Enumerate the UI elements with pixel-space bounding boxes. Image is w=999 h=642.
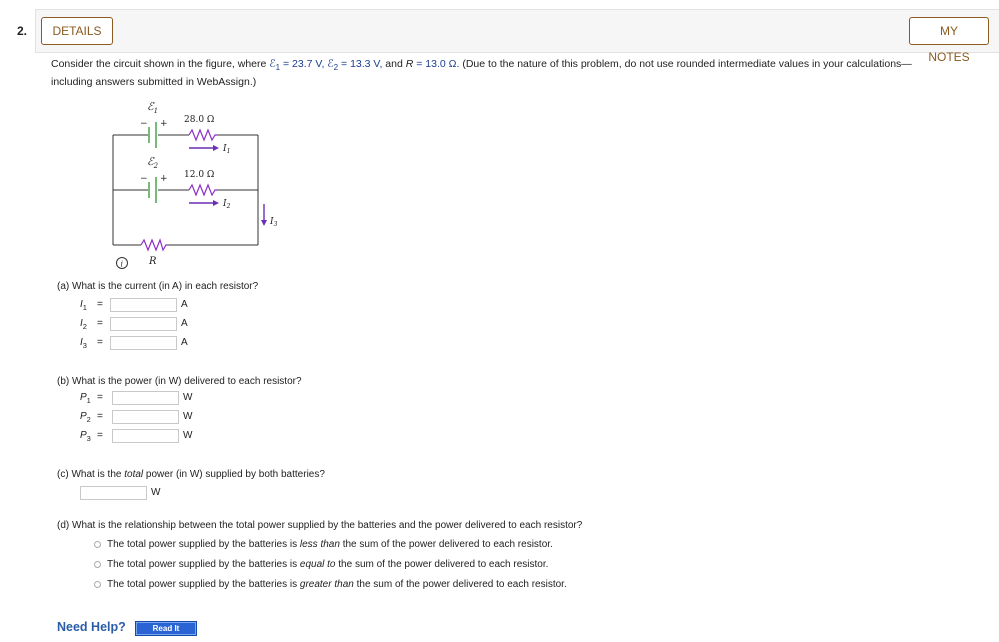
r2-label: 12.0 Ω (184, 170, 215, 180)
r-label: R (149, 256, 157, 267)
battery-2 (149, 177, 156, 203)
battery-1 (149, 122, 156, 148)
option-label: The total power supplied by the batteries is equal to the sum of the power delivered to each resistor. (107, 559, 549, 570)
circuit-diagram (105, 98, 295, 273)
radio-button[interactable] (94, 581, 101, 588)
radio-button[interactable] (94, 561, 101, 568)
emf1-label: ℰ$_1$ (147, 100, 159, 115)
current-input[interactable] (110, 336, 177, 350)
emf2-label: ℰ$_2$ (147, 155, 159, 170)
battery1-plus: + (160, 119, 168, 129)
option-label: The total power supplied by the batteries is less than the sum of the power delivered to each resistor. (107, 539, 553, 550)
info-icon[interactable] (117, 258, 128, 269)
total-power-input[interactable] (80, 486, 147, 500)
r1-label: 28.0 Ω (184, 115, 215, 125)
current-symbol: $I_1$ (80, 299, 87, 312)
part-b-prompt: (b) What is the power (in W) delivered to each resistor? (57, 376, 302, 387)
part-d-prompt: (d) What is the relationship between the total power supplied by the batteries and the power delivered to each resistor? (57, 520, 583, 531)
prompt-text: (Due to the nature of this problem, do not use rounded intermediate values in your calculations—including answers submitted in WebAssign.) (51, 58, 912, 89)
need-help-label: Need Help? (57, 620, 126, 634)
resistor-2 (189, 185, 217, 195)
relationship-option[interactable] (94, 539, 654, 553)
current-unit: A (181, 337, 188, 348)
svg-text:i: i (120, 259, 124, 269)
current-unit: A (181, 299, 188, 310)
power-unit: W (183, 411, 193, 422)
power-input[interactable] (112, 391, 179, 405)
current-input[interactable] (110, 317, 177, 331)
power-unit: W (183, 392, 193, 403)
resistor-1 (189, 130, 217, 140)
prompt-text: Consider the circuit shown in the figure, where (51, 58, 270, 70)
equals-sign: = (97, 430, 103, 441)
power-symbol: $P_1$ (80, 392, 91, 405)
part-c-prompt: (c) What is the total power (in W) supplied by both batteries? (57, 469, 325, 480)
equals-sign: = (97, 392, 103, 403)
power-unit: W (183, 430, 193, 441)
power-input[interactable] (112, 410, 179, 424)
emf2-value: = 13.3 V, (338, 58, 383, 70)
power-symbol: $P_2$ (80, 411, 91, 424)
current-unit: A (181, 318, 188, 329)
equals-sign: = (97, 299, 103, 310)
problem-statement (51, 57, 951, 90)
equals-sign: = (97, 337, 103, 348)
emf1-symbol: ℰ$_1$ (269, 58, 281, 73)
radio-button[interactable] (94, 541, 101, 548)
battery1-minus: − (140, 119, 148, 129)
power-symbol: $P_3$ (80, 430, 91, 443)
relationship-option[interactable] (94, 579, 654, 593)
i3-label: $I_3$ (270, 217, 278, 228)
battery2-minus: − (140, 174, 148, 184)
prompt-text: and (382, 58, 406, 70)
resistor-r (141, 240, 167, 250)
total-power-unit: W (151, 487, 161, 498)
read-it-button[interactable]: Read It (135, 621, 197, 636)
relationship-option[interactable] (94, 559, 654, 573)
my-notes-button[interactable]: MY NOTES (909, 17, 989, 45)
power-input[interactable] (112, 429, 179, 443)
equals-sign: = (97, 411, 103, 422)
option-label: The total power supplied by the batteries is greater than the sum of the power delivered to each resistor. (107, 579, 567, 590)
r-value: = 13.0 Ω. (413, 58, 460, 70)
details-button[interactable]: DETAILS (41, 17, 113, 45)
current-symbol: $I_3$ (80, 337, 87, 350)
i2-label: $I_2$ (223, 199, 231, 210)
i1-label: $I_1$ (223, 144, 231, 155)
emf1-value: = 23.7 V, (280, 58, 328, 70)
emf2-symbol: ℰ$_2$ (327, 58, 339, 73)
equals-sign: = (97, 318, 103, 329)
current-symbol: $I_2$ (80, 318, 87, 331)
battery2-plus: + (160, 174, 168, 184)
r-symbol: R (405, 58, 414, 70)
question-number: 2. (17, 24, 28, 38)
current-input[interactable] (110, 298, 177, 312)
part-a-prompt: (a) What is the current (in A) in each resistor? (57, 281, 259, 292)
